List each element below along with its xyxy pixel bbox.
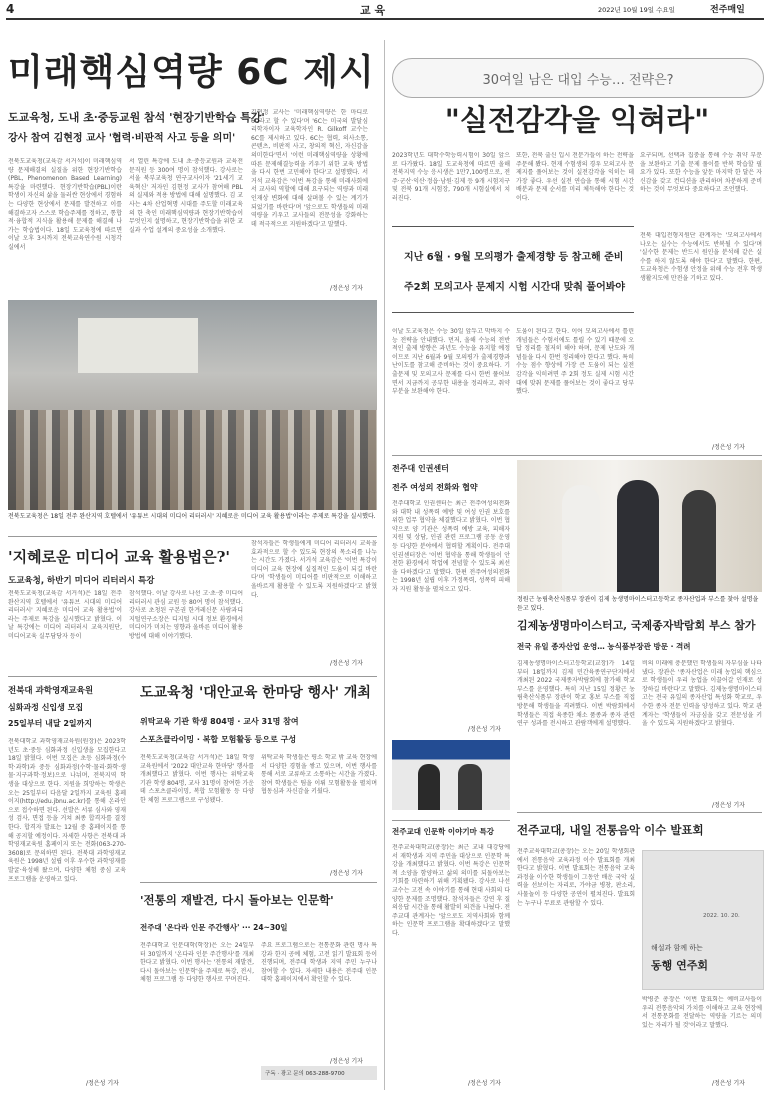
a2-quote-headline: "실전감각을 익혀라" xyxy=(444,103,710,137)
a10-headline: 전주교대, 내일 전통음악 이수 발표회 xyxy=(517,823,704,837)
a2-kicker: 30여일 남은 대입 수능… 전략은? xyxy=(482,73,674,88)
a7-subheadline-2: 스포츠클라이밍 · 복합 모험활동 등으로 구성 xyxy=(140,735,297,744)
a8-subheadline: 전주대 '온다라 인문 주간행사' ··· 24~30일 xyxy=(140,923,288,932)
a3-byline: /정은성 기자 xyxy=(330,660,363,667)
a2-byline: /정은성 기자 xyxy=(712,444,745,451)
masthead: 전주매일 xyxy=(710,5,745,15)
rule-a3 xyxy=(8,536,377,537)
page-header xyxy=(0,0,770,18)
seminar-photo xyxy=(8,300,377,510)
a2-box-rule-top xyxy=(392,226,634,227)
a8-column-1: 전주대학교 인문대학(학장)은 오는 24일부터 30일까지 '온다라 인문 주간행사'를 개최한다고 밝혔다. 이번 행사는 '전통의 재발견, 다시 돌아보는 인문학'을 주제로 특강, 전시, 체험 프로그램 등 다양한 행사로 꾸며진다. xyxy=(140,942,254,984)
section-name: 교 육 xyxy=(360,4,386,17)
a7-headline: 도교육청 '대안교육 한마당 행사' 개최 xyxy=(140,685,371,701)
a3-headline: '지혜로운 미디어 교육 활용법은?' xyxy=(8,548,231,566)
a3-column-2: 참석했다. 이날 강사로 나선 고·초·중 미디어 리터러시 관심 교원 등 80여 명이 참석했다. 강사로 초청된 구본권 한겨레신문 사람과디지털연구소장은 디지털 시대 정보 환경에서 미디어가 미치는 영향과 올바른 미디어 활용 방법에 대해 이야기했다. xyxy=(129,590,243,640)
rule-a10 xyxy=(517,812,762,813)
a9-headline: 전주교대 인문학 이야기마 특강 xyxy=(392,827,495,836)
a2-body-column-3: 전북 대입전형지원단 관계자는 '모의고사에서 나오는 실수는 수능에서도 반복될 수 있다'며 '실수한 문제는 반드시 원인을 분석해 같은 실수를 하지 않도록 해야 한다'고 말했다. 한편, 도교육청은 수험생 안정을 위해 수능 전후 학생 생활지도에 만전을 기하고 있다. xyxy=(640,232,762,282)
rule-a9 xyxy=(392,820,510,821)
a1-subheadline: 도교육청, 도내 초·중등교원 참석 '현장기반학습 특강' xyxy=(8,111,265,124)
a5-column-2: 비의 미래에 충분했던 학생들의 자부심을 나타냈다. 장관은 '종자산업은 미래 농업의 핵심으로 학생들이 우리 농업을 이끌어갈 인재로 성장하길 바란다'고 말했다. 김제농생명마이스터고는 전국 유일의 종자산업 특성화 학교로, 우수한 종자 전문 인력을 양성하고 있다. 학교 관계자는 '학생들이 자긍심을 갖고 전문성을 키울 수 있도록 지원하겠다'고 밝혔다. xyxy=(642,660,762,728)
a6-body: 전북대학교 과학영재교육원(원장)은 2023학년도 초·중등 심화과정 신입생을 모집한다고 18일 밝혔다. 이번 모집은 초등 심화과정(수학·과학)과 중등 심화과정(수학·물리·화학·생물·지구과학·정보)으로 나뉘며, 전북지역 학생을 대상으로 한다. 지원을 희망하는 학생은 오는 25일부터 다음달 2일까지 교육원 홈페이지(http://edu.jbnu.ac.kr)를 통해 온라인으로 접수하면 된다. 선발은 서류 심사와 영재성 검사, 면접 등을 거쳐 최종 합격자를 결정한다. 합격자 발표는 12월 중 홈페이지를 통해 공지할 예정이다. 자세한 사항은 전북대 과학영재교육원 홈페이지 또는 전화(063-270-3608)로 문의하면 된다. 전북대 과학영재교육원은 1998년 설립 이후 우수한 과학영재를 발굴·육성해 왔으며, 다양한 체험 중심 교육 프로그램을 운영하고 있다. xyxy=(8,738,126,883)
poster-title-1: 해설과 함께 하는 xyxy=(651,944,703,952)
a7-column-1: 전북도교육청(교육감 서거석)은 18일 학생교육원에서 '2022 대안교육 한마당' 행사를 개최했다고 밝혔다. 이번 행사는 위탁교육 기관 학생 804명, 교사 31명이 참여한 가운데 스포츠클라이밍, 복합 모험활동 등 다양한 체험 프로그램으로 구성됐다. xyxy=(140,754,254,804)
a3-subheadline: 도교육청, 하반기 미디어 리터러시 특강 xyxy=(8,576,155,586)
a7-column-2: 위탁교육 학생들은 평소 학교 밖 교육 현장에서 다양한 경험을 쌓고 있으며, 이번 행사를 통해 서로 교류하고 소통하는 시간을 가졌다. 참여 학생들은 팀을 이뤄 모험활동을 펼치며 협동심과 자신감을 키웠다. xyxy=(261,754,377,796)
a10-column-1: 전주교육대학교(총장)는 오는 20일 학생회관에서 전통음악 교육과정 이수 발표회를 개최한다고 밝혔다. 이번 발표회는 전통음악 교육과정을 이수한 학생들이 그동안 배운 국악 실력을 선보이는 자리로, 가야금 병창, 판소리, 사물놀이 등 다양한 공연이 펼쳐진다. 발표회는 누구나 무료로 관람할 수 있다. xyxy=(517,848,635,907)
page-number: 4 xyxy=(6,2,15,16)
a1-byline: /정은성 기자 xyxy=(330,285,363,292)
signing-photo-person-2 xyxy=(458,764,482,810)
rule-a2 xyxy=(392,455,762,456)
issue-date: 2022년 10월 19일 수요일 xyxy=(598,6,675,14)
a4-photo-caption: 정원근 농림축산식품부 장관이 김제 농생명마이스터고등학교 종자산업과 부스를 찾아 설명을 듣고 있다. xyxy=(517,596,759,612)
a2-column-3: 요구되며, 선택과 집중을 통해 수능 취약 부분을 보완하고 기출 문제 풀이를 반복 학습할 필요가 있다. 또한 수능을 앞둔 마지막 한 달은 자신감을 갖고 컨디션을 관리하며 차분하게 준비하는 것이 무엇보다 중요하다고 조언했다. xyxy=(640,152,762,194)
subscription-ad xyxy=(261,1066,377,1080)
a2-kicker-box xyxy=(392,58,764,98)
seminar-photo-screen xyxy=(78,318,198,373)
a2-column-2: 또한, 전북 출신 입시 전문가들이 하는 전략을 주문해 봤다. 현재 수험생의 경우 모의고사 문제지를 풀어보는 것이 실전감각을 익히는 데 가장 좋다. 우선 실전 연습을 통해 시험 시간 배분과 문제 순서를 미리 체득해야 한다는 것이다. xyxy=(516,152,634,202)
header-rule xyxy=(6,18,764,20)
expo-photo-person-3 xyxy=(682,490,716,592)
a1-column-2: 서 열린 특강에 도내 초·중등교원과 교육전문직원 등 300여 명이 참석했다. 강사로는 서울 북부교육청 연구교사이자 '21세기 교육혁신' 저자인 김현정 교사가 참여해 PBL의 실제와 적용 방법에 대해 설명했다. 김 교사는 4차 산업혁명 시대를 주도할 미래교육의 한 축인 미래핵심역량과 현장기반학습이 무엇인지 설명하고, 현장기반학습을 위한 교실과 수업 설계의 중요성을 소개했다. xyxy=(129,158,243,234)
a2-column-1: 2023학년도 대학수학능력시험이 30일 앞으로 다가왔다. 18일 도교육청에 따르면 올해 전북지역 수능 응시생은 1만7,100명으로, 전주·군산·익산·정읍·남원·김제 등 9개 시험지구 및 전북 91개 시험장, 790개 시험실에서 치러진다. xyxy=(392,152,510,202)
a1-headline: 미래핵심역량 6C 제시 xyxy=(8,52,375,93)
rule-a6 xyxy=(8,676,377,677)
rule-a8 xyxy=(140,882,377,883)
a6-subheadline-2: 25일부터 내달 2일까지 xyxy=(8,719,93,728)
a5-subheadline: 전국 유일 종자산업 운영… 농식품부장관 방문 · 격려 xyxy=(517,642,691,651)
a5-column-1: 김제농생명마이스터고등학교(교장)가 14일부터 18일까지 김제 민간육종연구단지에서 개최된 2022 국제종자박람회에 참가해 학교 부스를 운영했다. 특히 지난 15일 정황근 농림축산식품부 장관이 학교 홍보 부스를 직접 방문해 학생들을 격려했다. 이번 박람회에서 학생들은 직접 육종한 채소 품종과 종자 관련 연구 성과를 전시하고 관람객에게 설명했다. xyxy=(517,660,635,728)
a3-column-3: 참석자들은 학생들에게 미디어 리터러시 교육을 효과적으로 할 수 있도록 현장의 목소리를 나누는 시간도 가졌다. 서거석 교육감은 '이번 특강이 미디어 교육 현장에 실질적인 도움이 되길 바란다'며 '학생들이 미디어를 비판적으로 이해하고 올바르게 활용할 수 있도록 지원하겠다'고 밝혔다. xyxy=(251,540,377,599)
a8-byline: /정은성 기자 xyxy=(330,1058,363,1065)
a1-column-1: 전북도교육청(교육감 서거석)이 미래핵심역량 문제해결의 실질을 위한 현장기반학습(PBL, Phenomenon Based Learning) 특강을 마련했다. 현장기반학습(PBL)이란 학생이 자신의 삶을 둘러싼 현상에서 경험하는 다양한 현상에서 문제를 발견하고 이를 해결하고자 스스로 학습주제를 정하고, 통합적·융합적 지식을 활용해 문제를 해결해 나가는 학습법이다. 18일 도교육청에 따르면 이날 오후 3시까지 전북교육연수원 시청각실에서 xyxy=(8,158,122,251)
a1-column-3: 김현정 교사는 '미래핵심역량은 한 마디로 6C라고 할 수 있다'며 '6C는 미국의 발달심리학자이자 교육학자인 R. Gilkoff 교수는 6C를 제시하고 있다. 6C는 협력, 의사소통, 콘텐츠, 비판적 사고, 창의적 혁신, 자신감을 의미한다'면서 '이런 미래핵심역량을 상황에 따른 문제해결능력을 키우기 위한 교육 방법을 다시 한번 고민해야 한다'고 설명했다. 서거석 교육감은 '이번 특강을 통해 미래사회에서 교사의 역할에 대해 요구되는 역량과 미래 인재상 변화에 대해 살펴볼 수 있는 계기가 되었기를 바란다'며 '앞으로도 학생들의 미래역량을 키우고 교사들의 전문성을 강화하는 데 적극적으로 지원하겠다'고 말했다. xyxy=(251,109,368,228)
a2-subhead-box xyxy=(392,226,634,316)
poster-title-2: 동행 연주회 xyxy=(651,959,708,972)
a3-column-1: 전북도교육청(교육감 서거석)은 18일 전주 완산지역 호텔에서 '유튜브 시대의 미디어 리터러시' 지혜로운 미디어 교육 활용법'이라는 주제로 특강을 실시했다고 밝혔다. 이날 특강에는 미디어 리터러시 교육지원단, 미디어교육 실무담당자 등이 xyxy=(8,590,122,640)
a4-body: 전주대학교 인권센터는 최근 전주여성의전화와 대학 내 성폭력 예방 및 여성 인권 보호를 위한 업무 협약을 체결했다고 밝혔다. 이번 협약으로 양 기관은 성폭력 예방 교육, 피해자 지원 및 상담, 인권 관련 프로그램 공동 운영 등 다양한 분야에서 협력할 계획이다. 전주대 인권센터장은 '이번 협약을 통해 학생들이 안전한 환경에서 학업에 전념할 수 있도록 최선을 다하겠다'고 말했다. 한편 전주여성의전화는 1998년 설립 이후 가정폭력, 성폭력 피해자 지원 활동을 펼쳐오고 있다. xyxy=(392,500,510,593)
signing-photo-person-1 xyxy=(418,764,440,810)
signing-photo xyxy=(392,740,510,810)
a9-byline: /정은성 기자 xyxy=(468,1080,501,1087)
seminar-photo-audience xyxy=(8,410,377,510)
a5-headline: 김제농생명마이스터고, 국제종자박람회 부스 참가 xyxy=(517,619,756,632)
a10-column-2: 박병준 총장은 '이번 발표회는 예비교사들이 우리 전통음악의 가치를 이해하고 교육 현장에서 전통문화를 전달하는 역량을 기르는 의미 있는 자리가 될 것'이라고 말했다. xyxy=(642,996,762,1029)
concert-poster xyxy=(642,850,764,990)
a2-box-rule-bottom xyxy=(392,312,634,313)
a6-byline: /정은성 기자 xyxy=(86,1080,119,1087)
a2-body-column-1: 이날 도교육청은 수능 30일 앞두고 막바지 수능 전략을 안내했다. 먼저, 올해 수능의 전반적인 출제 방향은 과년도 수능을 유지할 예정이므로 지난 6월과 9월 모의평가 출제경향과 난이도를 참고해 준비하는 것이 중요하다. 기출문제 및 모의고사 문제를 다시 한번 풀어보면서 지금까지 공부한 내용을 정리하고, 취약 부분을 보완해야 한다. xyxy=(392,328,510,396)
a8-headline: '전통의 재발견, 다시 돌아보는 인문학' xyxy=(140,893,334,907)
a4-byline: /정은성 기자 xyxy=(468,726,501,733)
a4-headline: 전주대 인권센터 xyxy=(392,464,449,473)
a9-body: 전주교육대학교(총장)는 최근 교내 대강당에서 재학생과 지역 주민을 대상으로 인문학 특강을 개최했다고 밝혔다. 이번 특강은 인문학적 소양을 함양하고 삶의 의미를 되돌아보는 기회를 마련하기 위해 기획됐다. 강사로 나선 교수는 고전 속 이야기를 통해 현대 사회의 다양한 문제를 조명했다. 참석자들은 강연 후 질의응답 시간을 통해 활발히 의견을 나눴다. 전주교대 관계자는 '앞으로도 지역사회와 함께하는 인문학 프로그램을 확대하겠다'고 말했다. xyxy=(392,844,510,937)
a10-byline: /정은성 기자 xyxy=(712,1080,745,1087)
a8-column-2: 주요 프로그램으로는 전통문화 관련 명사 특강과 한지 공예 체험, 고전 읽기 발표회 등이 진행되며, 전주대 학생과 지역 주민 누구나 참여할 수 있다. 자세한 내용은 전주대 인문대학 홈페이지에서 확인할 수 있다. xyxy=(261,942,377,984)
subscription-ad-text: 구독 · 광고 문의 063-288-9700 xyxy=(265,1071,345,1077)
a5-byline: /정은성 기자 xyxy=(712,802,745,809)
a1-subheadline-2: 강사 참여 김현정 교사 '협력·비판적 사고 등을 의미' xyxy=(8,133,236,144)
a6-headline: 전북대 과학영재교육원 xyxy=(8,686,94,696)
a2-body-column-2: 도움이 된다고 한다. 이어 모의고사에서 틀린 개념들은 수험서에도 틀릴 수 있기 때문에 오답 정리를 철저히 해야 하며, 문제 난도와 개념들을 다시 한번 정리해야 한다고 했다. 특히 수능 점수 향상에 가장 큰 도움이 되는 실전 감각을 익히려면 주 2회 정도 실제 시험 시간대에 맞춰 문제를 풀어보는 것이 좋다고 당부했다. xyxy=(516,328,634,396)
a7-subheadline-1: 위탁교육 기관 학생 804명 · 교사 31명 참여 xyxy=(140,717,299,726)
expo-photo-person-2 xyxy=(617,480,659,592)
a2-subhead-1: 지난 6월 · 9월 모의평가 출제경향 등 참고해 준비 xyxy=(404,252,624,263)
column-divider xyxy=(384,40,385,1090)
a7-byline: /정은성 기자 xyxy=(330,870,363,877)
a6-subheadline-1: 심화과정 신입생 모집 xyxy=(8,703,84,712)
expo-photo xyxy=(517,460,762,592)
a1-photo-caption: 전북도교육청은 18일 전주 완산지역 호텔에서 '유튜브 시대의 미디어 리터러시' 지혜로운 미디어 교육 활용법'이라는 주제로 특강을 실시했다. xyxy=(8,513,376,520)
poster-date: 2022. 10. 20. xyxy=(703,913,740,919)
a2-subhead-2: 주2회 모의고사 문제지 시험 시간대 맞춰 풀어봐야 xyxy=(404,282,626,293)
expo-photo-person-1 xyxy=(562,485,600,592)
a4-subheadline: 전주 여성의 전화와 협약 xyxy=(392,483,478,492)
